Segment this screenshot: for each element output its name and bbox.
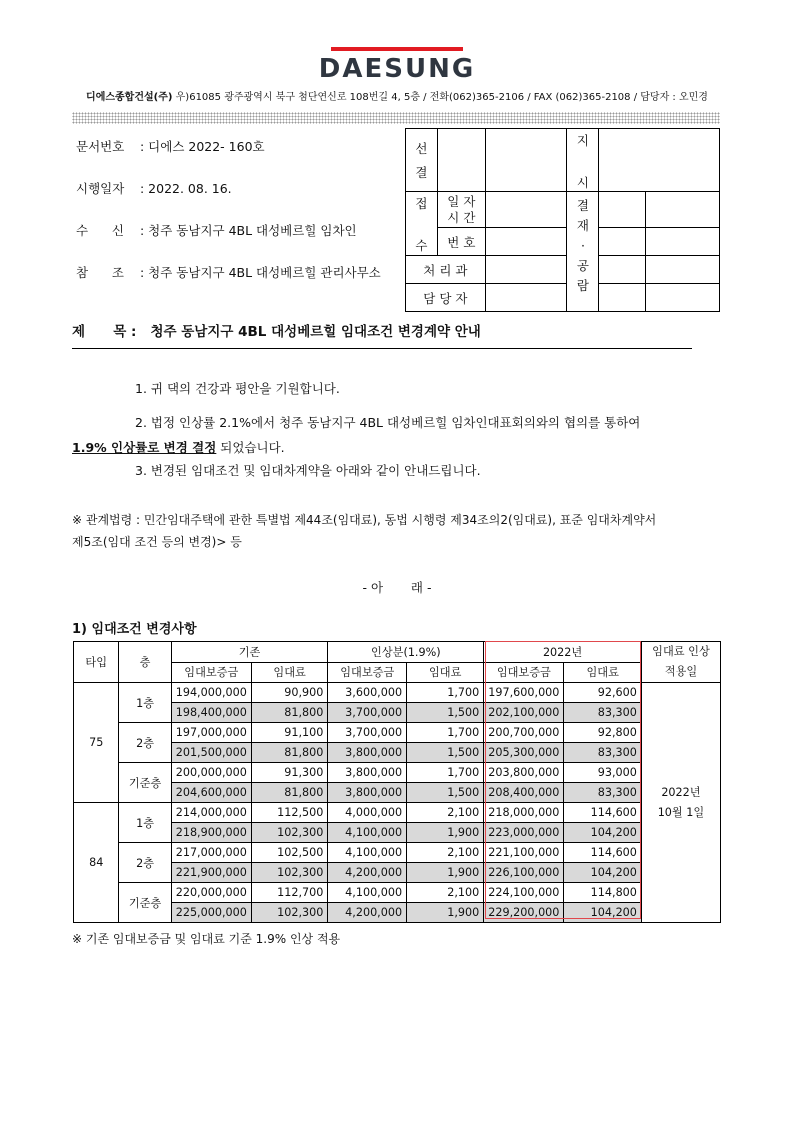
highlight-rate: 1.9% 인상률로 변경 결정	[72, 440, 217, 455]
table-row	[74, 823, 721, 843]
dotted-divider	[72, 112, 720, 124]
value-cell: 4,200,000	[328, 903, 407, 923]
value-cell: 4,100,000	[328, 823, 407, 843]
floor-cell: 기준층	[119, 883, 171, 923]
paragraph-3: 3. 변경된 임대조건 및 임대차계약을 아래와 같이 안내드립니다.	[135, 463, 481, 478]
table-row	[74, 683, 721, 703]
type-cell: 84	[74, 803, 119, 923]
header-type: 타입	[74, 642, 119, 683]
datetime-label: 일 자 시 간	[437, 192, 485, 228]
value-cell: 104,200	[564, 863, 641, 883]
value-cell: 3,700,000	[328, 723, 407, 743]
logo-red-bar	[331, 47, 463, 51]
value-cell: 2,100	[407, 883, 484, 903]
table-row	[74, 803, 721, 823]
value-cell: 220,000,000	[171, 883, 251, 903]
value-cell: 83,300	[564, 743, 641, 763]
table-row	[74, 703, 721, 723]
value-cell: 1,900	[407, 863, 484, 883]
header-rent: 임대료	[407, 662, 484, 683]
value-cell: 4,000,000	[328, 803, 407, 823]
value-cell: 221,900,000	[171, 863, 251, 883]
value-cell: 91,100	[251, 723, 328, 743]
header-rent: 임대료	[251, 662, 328, 683]
value-cell: 1,700	[407, 683, 484, 703]
apply-date-day: 10월 1일	[657, 805, 705, 819]
value-cell: 200,700,000	[484, 723, 564, 743]
apply-date-cell	[641, 683, 720, 923]
value-cell: 194,000,000	[171, 683, 251, 703]
value-cell: 221,100,000	[484, 843, 564, 863]
value-cell: 83,300	[564, 783, 641, 803]
value-cell: 205,300,000	[484, 743, 564, 763]
approval-box	[405, 128, 720, 312]
value-cell: 1,900	[407, 823, 484, 843]
value-cell: 224,100,000	[484, 883, 564, 903]
value-cell: 92,800	[564, 723, 641, 743]
logo-text: DAESUNG	[318, 54, 476, 84]
table-row	[74, 723, 721, 743]
value-cell: 114,600	[564, 803, 641, 823]
value-cell: 223,000,000	[484, 823, 564, 843]
value-cell: 81,800	[251, 703, 328, 723]
value-cell: 102,500	[251, 843, 328, 863]
rent-table-body	[74, 683, 721, 923]
header-apply-date: 임대료 인상 적용일	[641, 642, 720, 683]
value-cell: 102,300	[251, 863, 328, 883]
value-cell: 198,400,000	[171, 703, 251, 723]
value-cell: 3,800,000	[328, 763, 407, 783]
value-cell: 102,300	[251, 903, 328, 923]
value-cell: 202,100,000	[484, 703, 564, 723]
value-cell: 197,600,000	[484, 683, 564, 703]
value-cell: 1,700	[407, 763, 484, 783]
legal-note: ※ 관계법령 : 민간임대주택에 관한 특별법 제44조(임대료), 동법 시행령 제34조의2(임대료), 표준 임대차계약서 제5조(임대 조건 등의 변경)> 등	[72, 513, 657, 549]
value-cell: 104,200	[564, 903, 641, 923]
header-new: 2022년	[484, 642, 642, 663]
table-row	[74, 763, 721, 783]
person-label: 담 당 자	[406, 284, 486, 312]
paragraph-2b: 1.9% 인상률로 변경 결정 되었습니다.	[72, 440, 285, 455]
floor-cell: 2층	[119, 723, 171, 763]
floor-cell: 1층	[119, 803, 171, 843]
value-cell: 114,800	[564, 883, 641, 903]
rent-table	[73, 641, 721, 923]
value-cell: 104,200	[564, 823, 641, 843]
header-floor: 층	[119, 642, 171, 683]
table-row	[74, 883, 721, 903]
paragraph-2a: 2. 법정 인상률 2.1%에서 청주 동남지구 4BL 대성베르힐 임차인대표회의와의 협의를 통하여	[135, 415, 641, 430]
value-cell: 4,200,000	[328, 863, 407, 883]
receipt-cell: 접 수	[406, 192, 438, 256]
value-cell: 225,000,000	[171, 903, 251, 923]
reference: 참 조 : 청주 동남지구 4BL 대성베르힐 관리사무소	[76, 265, 381, 280]
value-cell: 81,800	[251, 783, 328, 803]
instruct-cell: 지 시	[567, 129, 599, 192]
value-cell: 218,000,000	[484, 803, 564, 823]
value-cell: 4,100,000	[328, 883, 407, 903]
floor-cell: 1층	[119, 683, 171, 723]
footnote: ※ 기존 임대보증금 및 임대료 기준 1.9% 인상 적용	[72, 932, 341, 946]
value-cell: 229,200,000	[484, 903, 564, 923]
value-cell: 218,900,000	[171, 823, 251, 843]
value-cell: 203,800,000	[484, 763, 564, 783]
decision-cell: 선 결	[406, 129, 438, 192]
value-cell: 2,100	[407, 803, 484, 823]
floor-cell: 기준층	[119, 763, 171, 803]
value-cell: 1,900	[407, 903, 484, 923]
value-cell: 1,500	[407, 783, 484, 803]
value-cell: 1,500	[407, 743, 484, 763]
value-cell: 3,700,000	[328, 703, 407, 723]
table-row	[74, 783, 721, 803]
company-name: 디에스종합건설(주)	[86, 92, 173, 103]
recipient: 수 신 : 청주 동남지구 4BL 대성베르힐 임차인	[76, 223, 357, 238]
value-cell: 90,900	[251, 683, 328, 703]
header-rent: 임대료	[564, 662, 641, 683]
value-cell: 83,300	[564, 703, 641, 723]
table-row	[74, 743, 721, 763]
table-row	[74, 903, 721, 923]
header-deposit: 임대보증금	[328, 662, 407, 683]
value-cell: 1,500	[407, 703, 484, 723]
value-cell: 3,600,000	[328, 683, 407, 703]
value-cell: 4,100,000	[328, 843, 407, 863]
company-address: 우)61085 광주광역시 북구 첨단연신로 108번길 4, 5층 / 전화(062)365-2106 / FAX (062)365-2108 / 담당자 : 오민경	[172, 92, 708, 103]
subject-line: 제 목 : 청주 동남지구 4BL 대성베르힐 임대조건 변경계약 안내	[72, 320, 692, 349]
value-cell: 81,800	[251, 743, 328, 763]
table-row	[74, 843, 721, 863]
value-cell: 1,700	[407, 723, 484, 743]
doc-number: 문서번호 : 디에스 2022- 160호	[76, 139, 265, 154]
paragraph-1: 1. 귀 댁의 건강과 평안을 기원합니다.	[135, 381, 340, 396]
value-cell: 2,100	[407, 843, 484, 863]
value-cell: 3,800,000	[328, 743, 407, 763]
company-address-line	[0, 88, 794, 103]
value-cell: 91,300	[251, 763, 328, 783]
number-label: 번 호	[437, 228, 485, 256]
approval-vertical-label: 결 재 · 공 람	[567, 192, 599, 312]
apply-date-year: 2022년	[661, 785, 701, 799]
header-increase: 인상분(1.9%)	[328, 642, 484, 663]
issue-date: 시행일자 : 2022. 08. 16.	[76, 181, 232, 196]
value-cell: 197,000,000	[171, 723, 251, 743]
value-cell: 217,000,000	[171, 843, 251, 863]
value-cell: 102,300	[251, 823, 328, 843]
value-cell: 114,600	[564, 843, 641, 863]
floor-cell: 2층	[119, 843, 171, 883]
dept-label: 처 리 과	[406, 256, 486, 284]
section-title: 1) 임대조건 변경사항	[72, 622, 197, 637]
value-cell: 226,100,000	[484, 863, 564, 883]
value-cell: 93,000	[564, 763, 641, 783]
below-marker: - 아 래 -	[362, 580, 432, 595]
header-old: 기존	[171, 642, 328, 663]
value-cell: 208,400,000	[484, 783, 564, 803]
value-cell: 200,000,000	[171, 763, 251, 783]
company-logo	[0, 36, 794, 83]
value-cell: 204,600,000	[171, 783, 251, 803]
value-cell: 112,700	[251, 883, 328, 903]
value-cell: 112,500	[251, 803, 328, 823]
value-cell: 3,800,000	[328, 783, 407, 803]
value-cell: 201,500,000	[171, 743, 251, 763]
header-deposit: 임대보증금	[171, 662, 251, 683]
value-cell: 214,000,000	[171, 803, 251, 823]
type-cell: 75	[74, 683, 119, 803]
table-row	[74, 863, 721, 883]
value-cell: 92,600	[564, 683, 641, 703]
header-deposit: 임대보증금	[484, 662, 564, 683]
